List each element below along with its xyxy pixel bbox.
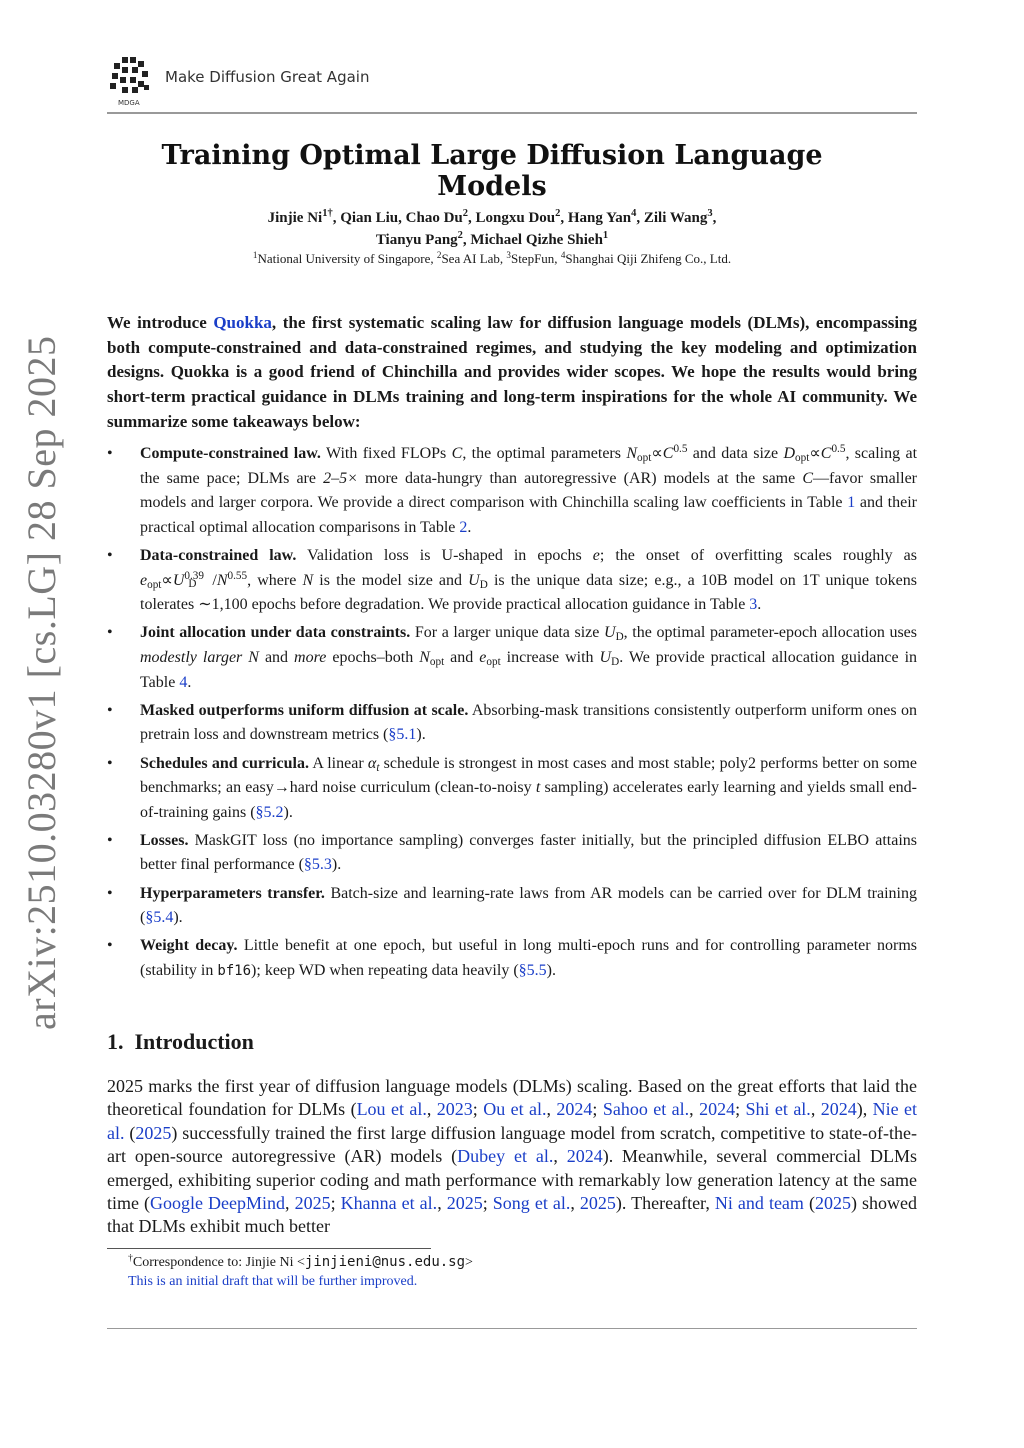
table-4-link[interactable]: 4 [179,673,188,691]
takeaway-joint-allocation: • Joint allocation under data constraints. For a larger unique data size $U_D$, the optimal parameter-epoch allocation uses modestly larger N and more epochs–both $N_{opt}$ and $e_{opt}$ increase with $U_D$. We provide practical allocation guidance in Table 4. [107,624,918,691]
author-mark: 1 [602,230,609,242]
logo-text: MDGA [118,99,140,107]
citation-link[interactable]: Sahoo et al. [602,1099,690,1120]
draft-note: This is an initial draft that will be further improved. [128,1274,418,1289]
arxiv-identifier-sidebar: arXiv:2510.03280v1 [cs.LG] 28 Sep 2025 [19,335,64,1030]
quokka-link[interactable]: Quokka [213,313,272,332]
takeaway-masked-diffusion: • Masked outperforms uniform diffusion at scale. Absorbing-mask transitions consistently outperform uniform ones on pretrain loss and downstream metrics (§5.1). [107,701,917,744]
header-rule [107,112,917,114]
author-name: Chao Du [405,210,463,226]
footer-rule [107,1328,917,1329]
citation-link[interactable]: Dubey et al. [457,1146,554,1167]
takeaway-losses: • Losses. MaskGIT loss (no importance sampling) converges faster initially, but the principled diffusion ELBO attains better final performance (§5.3). [107,831,917,874]
paper-title: Training Optimal Large Diffusion Language Models [161,140,823,202]
citation-year-link[interactable]: 2025 [446,1193,483,1214]
author-name: Zili Wang [643,210,708,226]
abstract: We introduce Quokka, the first systematic scaling law for diffusion language models (DLMs), encompassing both compute-constrained and data-constrained regimes, and studying the key modeling and optimization designs. Quokka is a good friend of Chinchilla and provides wider scopes. We hope the results would bring short-term practical guidance in DLMs training and long-term inspirations for the whole AI community. We summarize some takeaways below: [107,313,918,431]
section-heading: 1. Introduction [107,1029,254,1054]
author-mark: 2 [555,208,561,220]
citation-year-link[interactable]: 2025 [294,1193,331,1214]
section-5-5-link[interactable]: §5.5 [518,962,547,980]
section-5-4-link[interactable]: §5.4 [145,909,174,927]
introduction-paragraph: 2025 marks the first year of diffusion language models (DLMs) scaling. Based on the great efforts that laid the theoretical foundation for DLMs (Lou et al., 2023; Ou et al., 2024; Sahoo et al., 2024; Shi et al., 2024), Nie et al. (2025) successfully trained the first large diffusion language model from scratch, competitive to state-of-the-art open-source autoregressive (AR) models (Dubey et al., 2024). Meanwhile, several commercial DLMs emerged, exhibiting superior coding and math performance with remarkably low generation latency at the same time (Google DeepMind, 2025; Khanna et al., 2025; Song et al., 2025). Thereafter, Ni and team (2025) showed that DLMs exhibit much better [107,1076,918,1237]
citation-year-link[interactable]: 2023 [436,1099,473,1120]
takeaway-compute-constrained: • Compute-constrained law. With fixed FLOPs C, the optimal parameters $N_{opt}\propto C^{0.5}$ and data size $D_{opt}\propto C^{0.5}$, scaling at the same pace; DLMs are 2–5× more data-hungry than autoregressive (AR) models at the same C—favor smaller models and larger corpora. We provide a direct comparison with Chinchilla scaling law coefficients in Table 1 and their practical optimal allocation comparisons in Table 2. [107,442,918,536]
author-mark: 1† [322,208,333,220]
citation-link[interactable]: Nie et al. [107,1099,918,1143]
takeaway-data-constrained: • Data-constrained law. Validation loss is U-shaped in epochs e; the onset of overfitting scales roughly as $e_{opt}\propto U^{0.39}_D$ $/N^{0.55}$, where N is the model size and $U_D$ is the unique data size; e.g., a 10B model on 1T unique tokens tolerates ∼1,100 epochs before degradation. We provide practical allocation guidance in Table 3. [107,546,918,614]
takeaway-schedules: • Schedules and curricula. A linear $\alpha_t$ schedule is strongest in most cases and most stable; poly2 performs better on some benchmarks; an easy→hard noise curriculum (clean-to-noisy t sampling) accelerates early learning and yields small end-of-training gains (§5.2). [107,754,917,821]
correspondence-email[interactable]: jinjieni@nus.edu.sg [304,1254,466,1270]
footnote: †Correspondence to: Jinjie Ni <jinjieni@nus.edu.sg> This is an initial draft that will be further improved. [128,1252,473,1289]
citation-link[interactable]: Khanna et al. [340,1193,438,1214]
author-mark: 2 [457,230,463,242]
mdga-logo-icon [108,55,152,107]
author-mark: 2 [462,208,469,220]
section-5-2-link[interactable]: §5.2 [255,803,284,821]
section-5-3-link[interactable]: §5.3 [303,856,332,874]
author-name: Michael Qizhe Shieh [470,232,603,248]
author-name: Hang Yan [567,210,632,226]
table-3-link[interactable]: 3 [749,596,758,614]
citation-link[interactable]: Lou et al. [356,1099,427,1120]
citation-link[interactable]: Google DeepMind [150,1193,286,1214]
author-name: Qian Liu [340,210,399,226]
citation-year-link[interactable]: 2024 [820,1099,857,1120]
citation-year-link[interactable]: 2025 [579,1193,616,1214]
citation-link[interactable]: Song et al. [492,1193,571,1214]
brand-name: Make Diffusion Great Again [165,68,370,86]
author-name: Jinjie Ni [267,210,323,226]
affiliations: $^1$National University of Singapore, $^2$Sea AI Lab, $^3$StepFun, $^4$Shanghai Qiji Zhifeng Co., Ltd. [252,250,732,266]
citation-year-link[interactable]: 2024 [699,1099,736,1120]
table-2-link[interactable]: 2 [459,518,468,536]
citation-year-link[interactable]: 2024 [566,1146,603,1167]
citation-year-link[interactable]: 2024 [556,1099,593,1120]
section-5-1-link[interactable]: §5.1 [388,726,417,744]
author-name: Longxu Dou [475,210,556,226]
citation-link[interactable]: Shi et al. [745,1099,811,1120]
citation-year-link[interactable]: 2025 [814,1193,851,1214]
citation-year-link[interactable]: 2025 [135,1122,172,1143]
author-mark: 4 [631,208,637,220]
citation-link[interactable]: Ou et al. [483,1099,547,1120]
author-mark: 3 [707,208,713,220]
takeaway-weight-decay: • Weight decay. Little benefit at one epoch, but useful in long multi-epoch runs and for controlling parameter norms (stability in bf16); keep WD when repeating data heavily (§5.5). [107,937,918,980]
takeaway-hyperparameters: • Hyperparameters transfer. Batch-size and learning-rate laws from AR models can be carried over for DLM training (§5.4). [107,884,917,927]
citation-link[interactable]: Ni and team [714,1193,804,1214]
table-1-link[interactable]: 1 [847,494,856,512]
author-list: Jinjie $Ni^{1\dagger}$, Qian Liu, Chao Du$^2$, Longxu Dou$^2$, Hang Yan$^4$, Zili Wang$^3$, Tianyu Pang$^2$, Michael Qizhe Shieh$^1$ [267,208,717,248]
footnote-rule [107,1248,431,1249]
takeaways-list [107,442,917,987]
author-name: Tianyu Pang [375,232,458,248]
